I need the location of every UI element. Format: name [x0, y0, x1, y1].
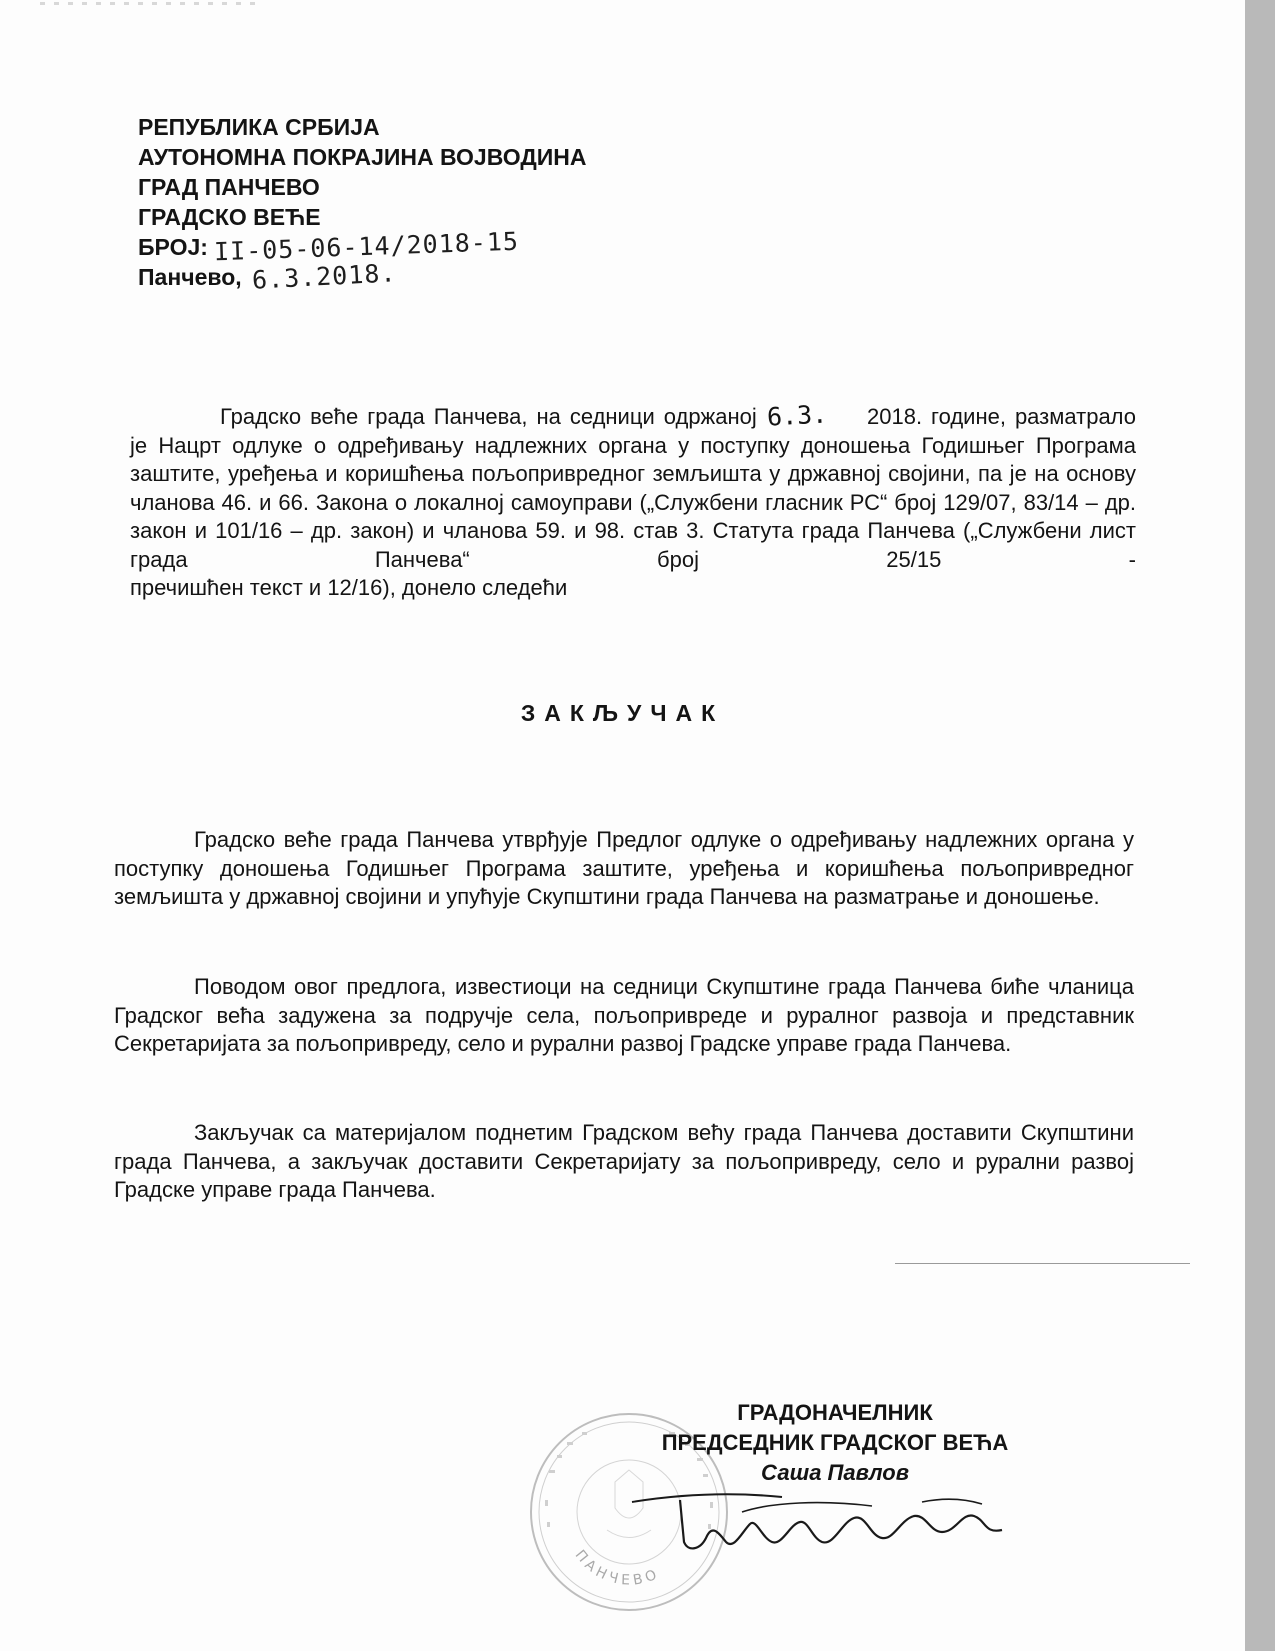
paragraph-text: Закључак са материјалом поднетим Градском већу града Панчева доставити Скупштини града Панчева, а закључак доставити Секретаријату за пољопривреду, село и рурални развој Градске управе града Панчева. [114, 1120, 1134, 1202]
document-date-handwritten: 6.3.2018. [250, 258, 397, 295]
handwritten-signature [622, 1472, 1022, 1557]
letterhead-city: ГРАД ПАНЧЕВО [138, 174, 320, 200]
letterhead [138, 112, 587, 295]
document-number-label: БРОЈ: [138, 234, 208, 260]
meeting-date-handwritten: 6.3. [766, 399, 828, 432]
intro-text-end: пречишћен текст и 12/16), донело следећи [130, 575, 568, 600]
paragraph-text: Градско веће града Панчева утврђује Предлог одлуке о одређивању надлежних органа у поступку доношења Годишњег Програма заштите, уређења и коришћења пољопривредног земљишта у државној својини и упућује Скупштини града Панчева на разматрање и доношење. [114, 827, 1134, 909]
intro-text-start: Градско веће града Панчева, на седници одржаној [220, 404, 757, 429]
scan-noise [40, 2, 260, 5]
paragraph-text: Поводом овог предлога, известиоци на седници Скупштине града Панчева биће чланица Градског већа задужена за подручје села, пољопривреде и руралног развоја и представник Секретаријата за пољопривреду, село и рурални развој Градске управе града Панчева. [114, 974, 1134, 1056]
signer-title-mayor: ГРАДОНАЧЕЛНИК [737, 1400, 933, 1425]
letterhead-republic: РЕПУБЛИКА СРБИЈА [138, 114, 380, 140]
stamp-city-text: ПАНЧЕВО [571, 1547, 663, 1589]
letterhead-council: ГРАДСКО ВЕЋЕ [138, 204, 321, 230]
document-number-line [138, 226, 586, 267]
signer-name: Саша Павлов [760, 1460, 910, 1485]
conclusion-paragraph-2 [114, 973, 1134, 1059]
document-number-handwritten: II-05-06-14/2018-15 [213, 226, 520, 267]
signer-title-president: ПРЕДСЕДНИК ГРАДСКОГ ВЕЋА [661, 1430, 1009, 1455]
letterhead-province: АУТОНОМНА ПОКРАЈИНА ВОЈВОДИНА [138, 144, 587, 170]
conclusion-paragraph-3 [114, 1119, 1134, 1205]
document-place-label: Панчево, [138, 264, 242, 290]
intro-paragraph [130, 399, 1137, 603]
divider-line [895, 1263, 1190, 1264]
document-date-line [138, 258, 586, 295]
document-title: ЗАКЉУЧАК [520, 700, 725, 726]
conclusion-paragraph-1 [114, 826, 1134, 912]
scanner-edge [1245, 0, 1275, 1651]
intro-text-middle: 2018. године, разматрало је Нацрт одлуке о одређивању надлежних органа у поступку доношења Годишњег Програма заштите, уређења и коришћења пољопривредног земљишта у државној својини, па је на основу чланова 46. и 66. Закона о локалној самоуправи („Службени гласник РС“ број 129/07, 83/14 – др. закон и 101/16 – др. закон) и чланова 59. и 98. став 3. Статута града Панчева („Службени лист града Панчева“ број 25/15 - [130, 404, 1137, 572]
